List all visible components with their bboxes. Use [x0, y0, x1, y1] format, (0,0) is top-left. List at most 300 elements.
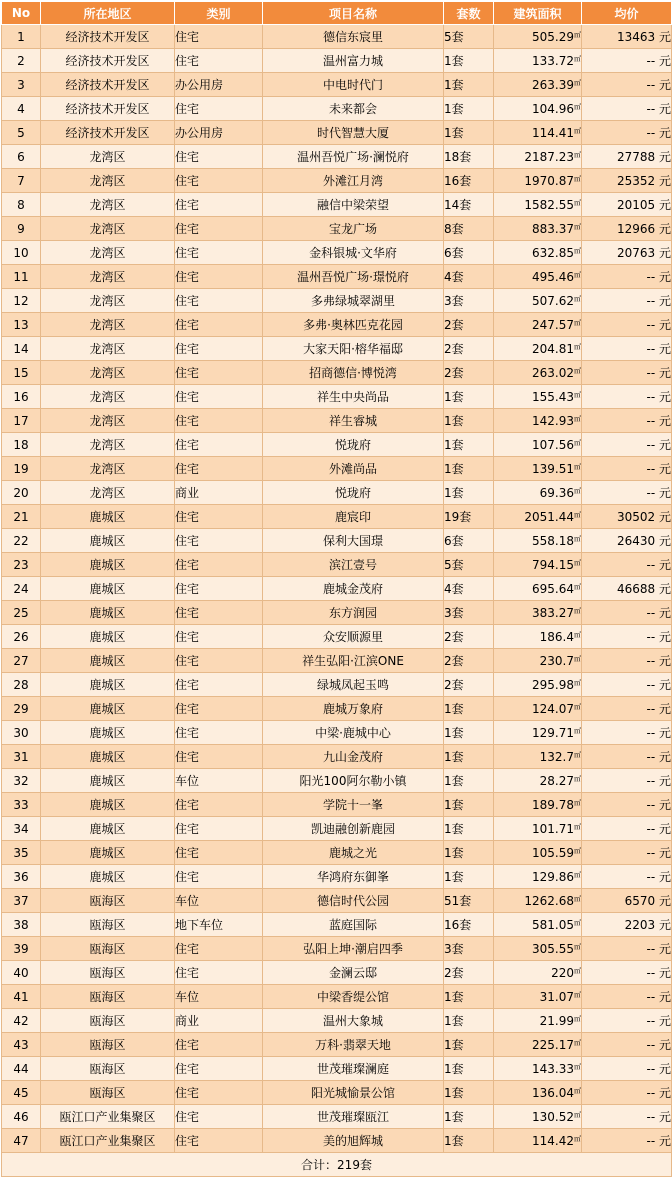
table-row: [2, 601, 672, 625]
table-row: [2, 337, 672, 361]
table-row: [2, 793, 672, 817]
cell-area: 瓯海区: [41, 913, 175, 937]
cell-no: 24: [2, 577, 41, 601]
cell-type: 住宅: [175, 1081, 263, 1105]
floor-area-value: 155.43: [532, 389, 574, 404]
cell-area: 鹿城区: [41, 553, 175, 577]
cell-avg-price: -- 元: [582, 385, 672, 409]
cell-floor-area: [494, 409, 582, 433]
cell-count: 1套: [444, 817, 494, 841]
cell-area: 瓯海区: [41, 1057, 175, 1081]
table-row: [2, 481, 672, 505]
cell-project-name: 鹿城之光: [263, 841, 444, 865]
cell-area: 瓯江口产业集聚区: [41, 1105, 175, 1129]
cell-count: 1套: [444, 985, 494, 1009]
cell-no: 26: [2, 625, 41, 649]
cell-area: 鹿城区: [41, 769, 175, 793]
cell-avg-price: 20105 元: [582, 193, 672, 217]
cell-area: 龙湾区: [41, 145, 175, 169]
cell-type: 住宅: [175, 1129, 263, 1153]
cell-count: 51套: [444, 889, 494, 913]
cell-avg-price: -- 元: [582, 601, 672, 625]
cell-type: 住宅: [175, 793, 263, 817]
cell-project-name: 世茂璀璨瓯江: [263, 1105, 444, 1129]
floor-area-value: 794.15: [532, 557, 574, 572]
floor-area-value: 505.29: [532, 29, 574, 44]
table-row: [2, 121, 672, 145]
area-unit: ㎡: [574, 1134, 581, 1143]
cell-project-name: 滨江壹号: [263, 553, 444, 577]
cell-floor-area: [494, 73, 582, 97]
cell-avg-price: 2203 元: [582, 913, 672, 937]
cell-area: 龙湾区: [41, 361, 175, 385]
cell-count: 3套: [444, 601, 494, 625]
cell-count: 1套: [444, 49, 494, 73]
cell-count: 1套: [444, 73, 494, 97]
area-unit: ㎡: [574, 606, 581, 615]
area-unit: ㎡: [574, 246, 581, 255]
cell-avg-price: -- 元: [582, 793, 672, 817]
table-footer: [2, 1153, 672, 1177]
cell-area: 瓯海区: [41, 1033, 175, 1057]
cell-project-name: 美的旭辉城: [263, 1129, 444, 1153]
cell-no: 25: [2, 601, 41, 625]
table-row: [2, 1033, 672, 1057]
area-unit: ㎡: [574, 150, 581, 159]
cell-floor-area: [494, 289, 582, 313]
cell-area: 龙湾区: [41, 289, 175, 313]
cell-area: 鹿城区: [41, 697, 175, 721]
cell-avg-price: -- 元: [582, 961, 672, 985]
floor-area-value: 263.02: [532, 365, 574, 380]
cell-area: 鹿城区: [41, 505, 175, 529]
cell-floor-area: [494, 361, 582, 385]
table-row: [2, 649, 672, 673]
cell-type: 住宅: [175, 433, 263, 457]
cell-no: 34: [2, 817, 41, 841]
cell-avg-price: -- 元: [582, 289, 672, 313]
area-unit: ㎡: [574, 966, 581, 975]
table-row: [2, 97, 672, 121]
cell-avg-price: 20763 元: [582, 241, 672, 265]
cell-project-name: 悦珑府: [263, 433, 444, 457]
cell-area: 龙湾区: [41, 241, 175, 265]
cell-no: 31: [2, 745, 41, 769]
area-unit: ㎡: [574, 270, 581, 279]
cell-type: 住宅: [175, 409, 263, 433]
cell-floor-area: [494, 841, 582, 865]
cell-floor-area: [494, 1105, 582, 1129]
floor-area-value: 114.42: [532, 1133, 574, 1148]
area-unit: ㎡: [574, 54, 581, 63]
floor-area-value: 28.27: [539, 773, 574, 788]
header-type: 类别: [175, 2, 263, 25]
floor-area-value: 130.52: [532, 1109, 574, 1124]
cell-count: 1套: [444, 769, 494, 793]
cell-area: 鹿城区: [41, 721, 175, 745]
header-area: 所在地区: [41, 2, 175, 25]
cell-avg-price: -- 元: [582, 625, 672, 649]
cell-count: 1套: [444, 409, 494, 433]
cell-area: 鹿城区: [41, 649, 175, 673]
cell-type: 住宅: [175, 577, 263, 601]
cell-project-name: 祥生弘阳·江滨ONE: [263, 649, 444, 673]
cell-count: 1套: [444, 385, 494, 409]
cell-type: 车位: [175, 769, 263, 793]
cell-type: 住宅: [175, 217, 263, 241]
cell-count: 16套: [444, 169, 494, 193]
cell-no: 39: [2, 937, 41, 961]
cell-project-name: 融信中梁荣望: [263, 193, 444, 217]
cell-project-name: 中梁香缇公馆: [263, 985, 444, 1009]
cell-no: 29: [2, 697, 41, 721]
cell-no: 7: [2, 169, 41, 193]
cell-area: 龙湾区: [41, 337, 175, 361]
cell-area: 经济技术开发区: [41, 73, 175, 97]
floor-area-value: 101.71: [532, 821, 574, 836]
cell-no: 15: [2, 361, 41, 385]
cell-project-name: 万科·翡翠天地: [263, 1033, 444, 1057]
cell-floor-area: [494, 241, 582, 265]
cell-no: 41: [2, 985, 41, 1009]
cell-no: 45: [2, 1081, 41, 1105]
cell-no: 40: [2, 961, 41, 985]
cell-avg-price: 27788 元: [582, 145, 672, 169]
table-row: [2, 505, 672, 529]
floor-area-value: 558.18: [532, 533, 574, 548]
cell-count: 1套: [444, 1057, 494, 1081]
cell-floor-area: [494, 1129, 582, 1153]
header-price: 均价: [582, 2, 672, 25]
cell-project-name: 学院十一峯: [263, 793, 444, 817]
cell-floor-area: [494, 193, 582, 217]
cell-type: 住宅: [175, 1105, 263, 1129]
cell-area: 龙湾区: [41, 217, 175, 241]
cell-avg-price: -- 元: [582, 937, 672, 961]
table-row: [2, 169, 672, 193]
cell-avg-price: -- 元: [582, 409, 672, 433]
floor-area-value: 263.39: [532, 77, 574, 92]
cell-area: 龙湾区: [41, 193, 175, 217]
cell-no: 22: [2, 529, 41, 553]
cell-no: 37: [2, 889, 41, 913]
cell-avg-price: -- 元: [582, 481, 672, 505]
area-unit: ㎡: [574, 222, 581, 231]
cell-floor-area: [494, 961, 582, 985]
floor-area-value: 1262.68: [524, 893, 574, 908]
area-unit: ㎡: [574, 198, 581, 207]
area-unit: ㎡: [574, 846, 581, 855]
table-body: [2, 25, 672, 1153]
cell-type: 住宅: [175, 169, 263, 193]
cell-no: 4: [2, 97, 41, 121]
cell-floor-area: [494, 25, 582, 49]
table-row: [2, 433, 672, 457]
table-row: [2, 913, 672, 937]
table-row: [2, 553, 672, 577]
cell-no: 38: [2, 913, 41, 937]
table-row: [2, 409, 672, 433]
floor-area-value: 883.37: [532, 221, 574, 236]
cell-area: 瓯海区: [41, 1009, 175, 1033]
cell-type: 住宅: [175, 457, 263, 481]
table-row: [2, 193, 672, 217]
area-unit: ㎡: [574, 534, 581, 543]
cell-type: 办公用房: [175, 73, 263, 97]
cell-floor-area: [494, 313, 582, 337]
floor-area-value: 632.85: [532, 245, 574, 260]
cell-floor-area: [494, 1057, 582, 1081]
cell-avg-price: -- 元: [582, 985, 672, 1009]
cell-project-name: 德信东宸里: [263, 25, 444, 49]
table-row: [2, 1057, 672, 1081]
area-unit: ㎡: [574, 390, 581, 399]
cell-no: 33: [2, 793, 41, 817]
cell-no: 1: [2, 25, 41, 49]
table-row: [2, 361, 672, 385]
area-unit: ㎡: [574, 414, 581, 423]
cell-type: 住宅: [175, 289, 263, 313]
floor-area-value: 383.27: [532, 605, 574, 620]
cell-area: 鹿城区: [41, 745, 175, 769]
cell-type: 住宅: [175, 265, 263, 289]
cell-type: 车位: [175, 889, 263, 913]
floor-area-value: 581.05: [532, 917, 574, 932]
table-row: [2, 817, 672, 841]
cell-project-name: 温州富力城: [263, 49, 444, 73]
cell-no: 5: [2, 121, 41, 145]
cell-avg-price: -- 元: [582, 649, 672, 673]
cell-avg-price: -- 元: [582, 745, 672, 769]
floor-area-value: 139.51: [532, 461, 574, 476]
cell-project-name: 保利大国璟: [263, 529, 444, 553]
cell-project-name: 绿城凤起玉鸣: [263, 673, 444, 697]
header-count: 套数: [444, 2, 494, 25]
cell-count: 2套: [444, 313, 494, 337]
cell-type: 住宅: [175, 529, 263, 553]
cell-no: 32: [2, 769, 41, 793]
cell-no: 12: [2, 289, 41, 313]
cell-avg-price: 13463 元: [582, 25, 672, 49]
table-row: [2, 145, 672, 169]
cell-floor-area: [494, 337, 582, 361]
cell-avg-price: -- 元: [582, 841, 672, 865]
cell-area: 龙湾区: [41, 481, 175, 505]
cell-project-name: 众安顺源里: [263, 625, 444, 649]
table-row: [2, 673, 672, 697]
cell-area: 瓯海区: [41, 961, 175, 985]
floor-area-value: 305.55: [532, 941, 574, 956]
cell-floor-area: [494, 505, 582, 529]
cell-type: 住宅: [175, 361, 263, 385]
cell-type: 住宅: [175, 865, 263, 889]
cell-avg-price: -- 元: [582, 1033, 672, 1057]
cell-project-name: 中梁·鹿城中心: [263, 721, 444, 745]
cell-count: 2套: [444, 361, 494, 385]
cell-no: 17: [2, 409, 41, 433]
cell-project-name: 鹿城金茂府: [263, 577, 444, 601]
area-unit: ㎡: [574, 558, 581, 567]
cell-avg-price: -- 元: [582, 553, 672, 577]
cell-count: 1套: [444, 721, 494, 745]
floor-area-value: 114.41: [532, 125, 574, 140]
cell-project-name: 九山金茂府: [263, 745, 444, 769]
cell-type: 住宅: [175, 49, 263, 73]
floor-area-value: 189.78: [532, 797, 574, 812]
cell-count: 1套: [444, 1081, 494, 1105]
cell-no: 14: [2, 337, 41, 361]
floor-area-value: 2051.44: [524, 509, 574, 524]
table-row: [2, 49, 672, 73]
table-row: [2, 1129, 672, 1153]
cell-count: 1套: [444, 865, 494, 889]
cell-area: 鹿城区: [41, 601, 175, 625]
cell-avg-price: -- 元: [582, 433, 672, 457]
cell-type: 住宅: [175, 745, 263, 769]
cell-project-name: 蓝庭国际: [263, 913, 444, 937]
cell-no: 19: [2, 457, 41, 481]
cell-floor-area: [494, 49, 582, 73]
cell-avg-price: -- 元: [582, 769, 672, 793]
cell-project-name: 祥生睿城: [263, 409, 444, 433]
cell-area: 龙湾区: [41, 385, 175, 409]
cell-type: 商业: [175, 1009, 263, 1033]
table-row: [2, 25, 672, 49]
cell-count: 1套: [444, 841, 494, 865]
area-unit: ㎡: [574, 462, 581, 471]
floor-area-value: 186.4: [539, 629, 574, 644]
cell-area: 瓯海区: [41, 985, 175, 1009]
cell-count: 1套: [444, 481, 494, 505]
cell-floor-area: [494, 673, 582, 697]
area-unit: ㎡: [574, 102, 581, 111]
cell-area: 龙湾区: [41, 265, 175, 289]
cell-floor-area: [494, 985, 582, 1009]
cell-area: 龙湾区: [41, 313, 175, 337]
area-unit: ㎡: [574, 798, 581, 807]
cell-type: 住宅: [175, 25, 263, 49]
cell-count: 2套: [444, 337, 494, 361]
cell-type: 住宅: [175, 817, 263, 841]
cell-no: 10: [2, 241, 41, 265]
cell-area: 鹿城区: [41, 865, 175, 889]
area-unit: ㎡: [574, 294, 581, 303]
table-row: [2, 73, 672, 97]
cell-count: 1套: [444, 433, 494, 457]
cell-floor-area: [494, 265, 582, 289]
area-unit: ㎡: [574, 342, 581, 351]
table-row: [2, 745, 672, 769]
cell-type: 住宅: [175, 553, 263, 577]
floor-area-value: 136.04: [532, 1085, 574, 1100]
table-header: [2, 2, 672, 25]
cell-area: 龙湾区: [41, 433, 175, 457]
floor-area-value: 133.72: [532, 53, 574, 68]
cell-project-name: 阳光城愉景公馆: [263, 1081, 444, 1105]
cell-avg-price: 12966 元: [582, 217, 672, 241]
cell-count: 1套: [444, 697, 494, 721]
cell-no: 43: [2, 1033, 41, 1057]
cell-type: 住宅: [175, 625, 263, 649]
cell-avg-price: 30502 元: [582, 505, 672, 529]
cell-no: 8: [2, 193, 41, 217]
floor-area-value: 21.99: [539, 1013, 574, 1028]
floor-area-value: 1970.87: [524, 173, 574, 188]
cell-count: 3套: [444, 937, 494, 961]
floor-area-value: 220: [551, 965, 574, 980]
cell-area: 瓯海区: [41, 889, 175, 913]
cell-project-name: 德信时代公园: [263, 889, 444, 913]
cell-avg-price: -- 元: [582, 673, 672, 697]
cell-floor-area: [494, 1081, 582, 1105]
table-row: [2, 625, 672, 649]
area-unit: ㎡: [574, 750, 581, 759]
cell-no: 36: [2, 865, 41, 889]
area-unit: ㎡: [574, 1038, 581, 1047]
cell-count: 6套: [444, 529, 494, 553]
floor-area-value: 1582.55: [524, 197, 574, 212]
area-unit: ㎡: [574, 510, 581, 519]
cell-floor-area: [494, 145, 582, 169]
cell-count: 1套: [444, 745, 494, 769]
cell-floor-area: [494, 433, 582, 457]
cell-count: 2套: [444, 961, 494, 985]
cell-floor-area: [494, 1033, 582, 1057]
cell-project-name: 温州大象城: [263, 1009, 444, 1033]
cell-type: 办公用房: [175, 121, 263, 145]
floor-area-value: 31.07: [539, 989, 574, 1004]
area-unit: ㎡: [574, 918, 581, 927]
cell-count: 8套: [444, 217, 494, 241]
cell-floor-area: [494, 937, 582, 961]
cell-area: 经济技术开发区: [41, 25, 175, 49]
cell-project-name: 金科银城·文华府: [263, 241, 444, 265]
cell-area: 龙湾区: [41, 409, 175, 433]
cell-project-name: 祥生中央尚品: [263, 385, 444, 409]
table-row: [2, 841, 672, 865]
table-row: [2, 313, 672, 337]
cell-count: 4套: [444, 265, 494, 289]
floor-area-value: 142.93: [532, 413, 574, 428]
floor-area-value: 107.56: [532, 437, 574, 452]
cell-floor-area: [494, 577, 582, 601]
table-row: [2, 1081, 672, 1105]
cell-floor-area: [494, 1009, 582, 1033]
cell-avg-price: -- 元: [582, 337, 672, 361]
cell-type: 住宅: [175, 313, 263, 337]
floor-area-value: 124.07: [532, 701, 574, 716]
cell-area: 龙湾区: [41, 457, 175, 481]
area-unit: ㎡: [574, 438, 581, 447]
cell-count: 1套: [444, 793, 494, 817]
cell-type: 住宅: [175, 97, 263, 121]
table-row: [2, 937, 672, 961]
cell-project-name: 招商德信·博悦湾: [263, 361, 444, 385]
cell-type: 住宅: [175, 673, 263, 697]
cell-area: 经济技术开发区: [41, 49, 175, 73]
cell-no: 35: [2, 841, 41, 865]
cell-avg-price: -- 元: [582, 361, 672, 385]
cell-project-name: 阳光100阿尔勒小镇: [263, 769, 444, 793]
cell-avg-price: 26430 元: [582, 529, 672, 553]
cell-project-name: 世茂璀璨澜庭: [263, 1057, 444, 1081]
area-unit: ㎡: [574, 630, 581, 639]
floor-area-value: 204.81: [532, 341, 574, 356]
cell-floor-area: [494, 385, 582, 409]
header-size: 建筑面积: [494, 2, 582, 25]
cell-count: 1套: [444, 1105, 494, 1129]
cell-project-name: 宝龙广场: [263, 217, 444, 241]
